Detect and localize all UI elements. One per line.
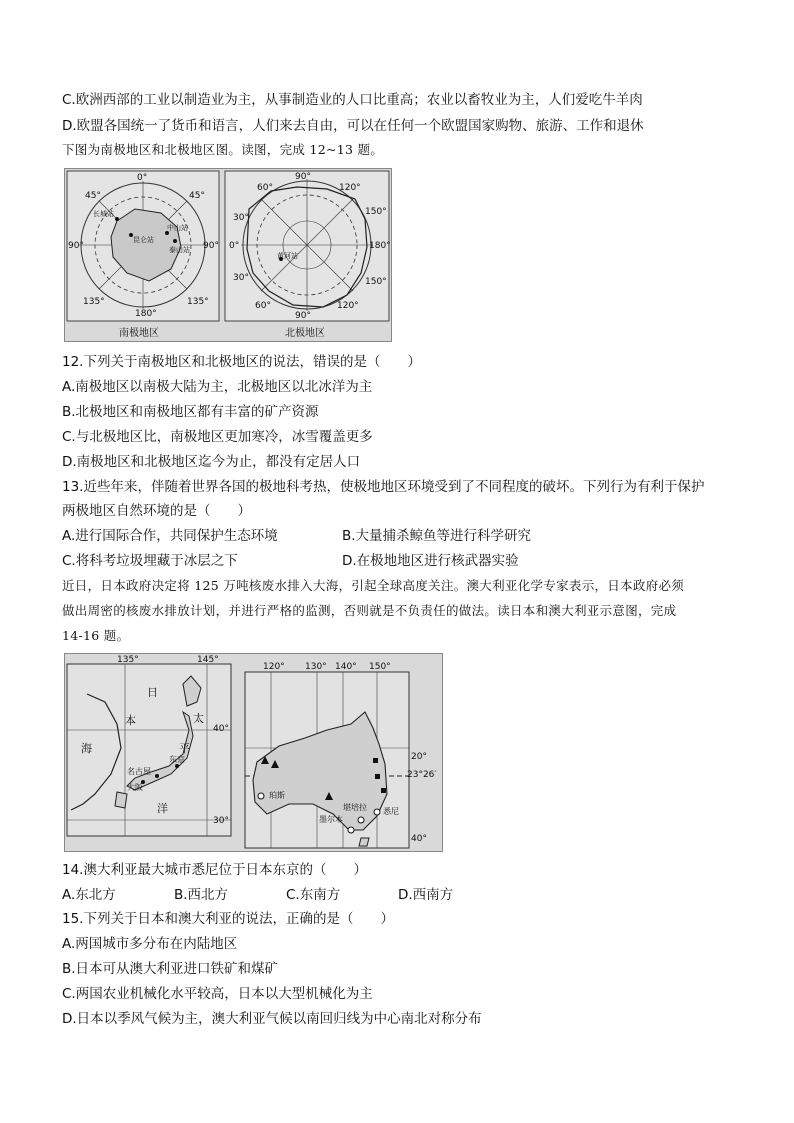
q12-option-b[interactable]: B.北极地区和南极地区都有丰富的矿产资源 (62, 404, 319, 420)
north-label: 60° (257, 183, 273, 193)
q13-option-c[interactable]: C.将科考垃圾埋藏于冰层之下 (62, 553, 238, 569)
north-label: 90° (295, 172, 311, 182)
north-label: 150° (365, 207, 387, 217)
north-label: 黄河站 (277, 252, 298, 260)
q13-stem-line2: 两极地区自然环境的是（ ） (62, 503, 251, 519)
passage-line2: 做出周密的核废水排放计划，并进行严格的监测，否则就是不负责任的做法。读日本和澳大利亚示意图，完成 (62, 603, 677, 618)
australia-label: 墨尔本 (319, 815, 343, 824)
japan-label: 平 (179, 742, 190, 755)
japan-australia-figure (64, 653, 443, 852)
north-polar-caption: 北极地区 (285, 328, 325, 339)
south-label: 135° (83, 297, 105, 307)
australia-label: 140° (335, 662, 357, 672)
south-polar-caption: 南极地区 (119, 328, 159, 339)
australia-label: 珀斯 (269, 791, 285, 800)
australia-label: 20° (411, 752, 427, 762)
south-label: 45° (189, 191, 205, 201)
north-label: 30° (233, 213, 249, 223)
q14-option-d[interactable]: D.西南方 (398, 887, 454, 903)
q12-option-a[interactable]: A.南极地区以南极大陆为主，北极地区以北冰洋为主 (62, 379, 373, 395)
q13-options-row2 (62, 551, 732, 571)
q12-option-d[interactable]: D.南极地区和北极地区迄今为止，都没有定居人口 (62, 454, 361, 470)
south-label: 180° (135, 309, 157, 319)
australia-label: 23°26′ (407, 770, 437, 780)
north-label: 60° (255, 301, 271, 311)
q12-option-c[interactable]: C.与北极地区比，南极地区更加寒冷，冰雪覆盖更多 (62, 429, 373, 445)
q13-option-a[interactable]: A.进行国际合作，共同保护生态环境 (62, 528, 278, 544)
passage-line3: 14-16 题。 (62, 628, 130, 643)
q15-option-c[interactable]: C.两国农业机械化水平较高，日本以大型机械化为主 (62, 986, 373, 1002)
japan-label: 东京 (169, 755, 185, 764)
japan-label: 海 (81, 742, 92, 755)
north-label: 30° (233, 273, 249, 283)
polar-maps-svg (65, 169, 391, 341)
japan-label: 145° (197, 655, 219, 665)
australia-label: 40° (411, 834, 427, 844)
japan-label: 太 (193, 712, 204, 725)
japan-label: 洋 (157, 802, 168, 815)
q14-option-c[interactable]: C.东南方 (286, 887, 341, 903)
q15-option-b[interactable]: B.日本可从澳大利亚进口铁矿和煤矿 (62, 961, 279, 977)
q14-stem: 14.澳大利亚最大城市悉尼位于日本东京的（ ） (62, 862, 367, 878)
option-d-europe: D.欧盟各国统一了货币和语言，人们来去自由，可以在任何一个欧盟国家购物、旅游、工作和退休 (62, 118, 644, 134)
south-label: 昆仑站 (133, 236, 154, 244)
north-label: 150° (365, 277, 387, 287)
polar-maps-figure (64, 168, 392, 342)
south-label: 长城站 (93, 210, 114, 218)
q15-option-d[interactable]: D.日本以季风气候为主，澳大利亚气候以南回归线为中心南北对称分布 (62, 1011, 482, 1027)
q13-option-d[interactable]: D.在极地地区进行核武器实验 (342, 553, 519, 569)
south-label: 90° (68, 241, 84, 251)
japan-label: 日 (147, 686, 158, 699)
south-label: 中山站 (167, 224, 188, 232)
south-label: 0° (137, 173, 148, 183)
q13-options-row1 (62, 526, 732, 546)
japan-label: 名古屋 (127, 767, 151, 776)
australia-label: 130° (305, 662, 327, 672)
q13-stem-line1: 13.近些年来，伴随着世界各国的极地科考热，使极地地区环境受到了不同程度的破坏。下列行为有利于保护 (62, 479, 705, 495)
japan-label: 大阪 (127, 783, 143, 792)
australia-label: 悉尼 (383, 807, 399, 816)
q15-option-a[interactable]: A.两国城市多分布在内陆地区 (62, 936, 238, 952)
australia-label: 堪培拉 (343, 803, 367, 812)
australia-label: 120° (263, 662, 285, 672)
q12-stem: 12.下列关于南极地区和北极地区的说法，错误的是（ ） (62, 354, 421, 370)
q14-options-row (62, 885, 732, 905)
japan-label: 135° (117, 655, 139, 665)
japan-australia-svg (65, 654, 442, 851)
south-label: 泰山站 (169, 246, 190, 254)
kyushu (115, 792, 127, 808)
japan-label: 本 (125, 714, 136, 727)
q15-stem: 15.下列关于日本和澳大利亚的说法，正确的是（ ） (62, 911, 394, 927)
south-label: 90° (203, 241, 219, 251)
passage-line1: 近日，日本政府决定将 125 万吨核废水排入大海，引起全球高度关注。澳大利亚化学专家表示，日本政府必须 (62, 578, 685, 593)
south-label: 135° (187, 297, 209, 307)
option-c-europe: C.欧洲西部的工业以制造业为主，从事制造业的人口比重高；农业以畜牧业为主，人们爱吃牛羊肉 (62, 92, 643, 108)
australia-label: 150° (369, 662, 391, 672)
north-label: 120° (339, 183, 361, 193)
south-label: 45° (85, 191, 101, 201)
north-label: 120° (337, 301, 359, 311)
map-intro-12-13: 下图为南极地区和北极地区图。读图，完成 12~13 题。 (62, 142, 384, 157)
tasmania (359, 838, 369, 846)
japan-label: 40° (213, 724, 229, 734)
q13-option-b[interactable]: B.大量捕杀鲸鱼等进行科学研究 (342, 528, 532, 544)
north-label: 0° (229, 241, 240, 251)
north-label: 180° (369, 241, 391, 251)
north-label: 90° (295, 311, 311, 321)
q14-option-a[interactable]: A.东北方 (62, 887, 116, 903)
japan-label: 30° (213, 816, 229, 826)
q14-option-b[interactable]: B.西北方 (174, 887, 229, 903)
